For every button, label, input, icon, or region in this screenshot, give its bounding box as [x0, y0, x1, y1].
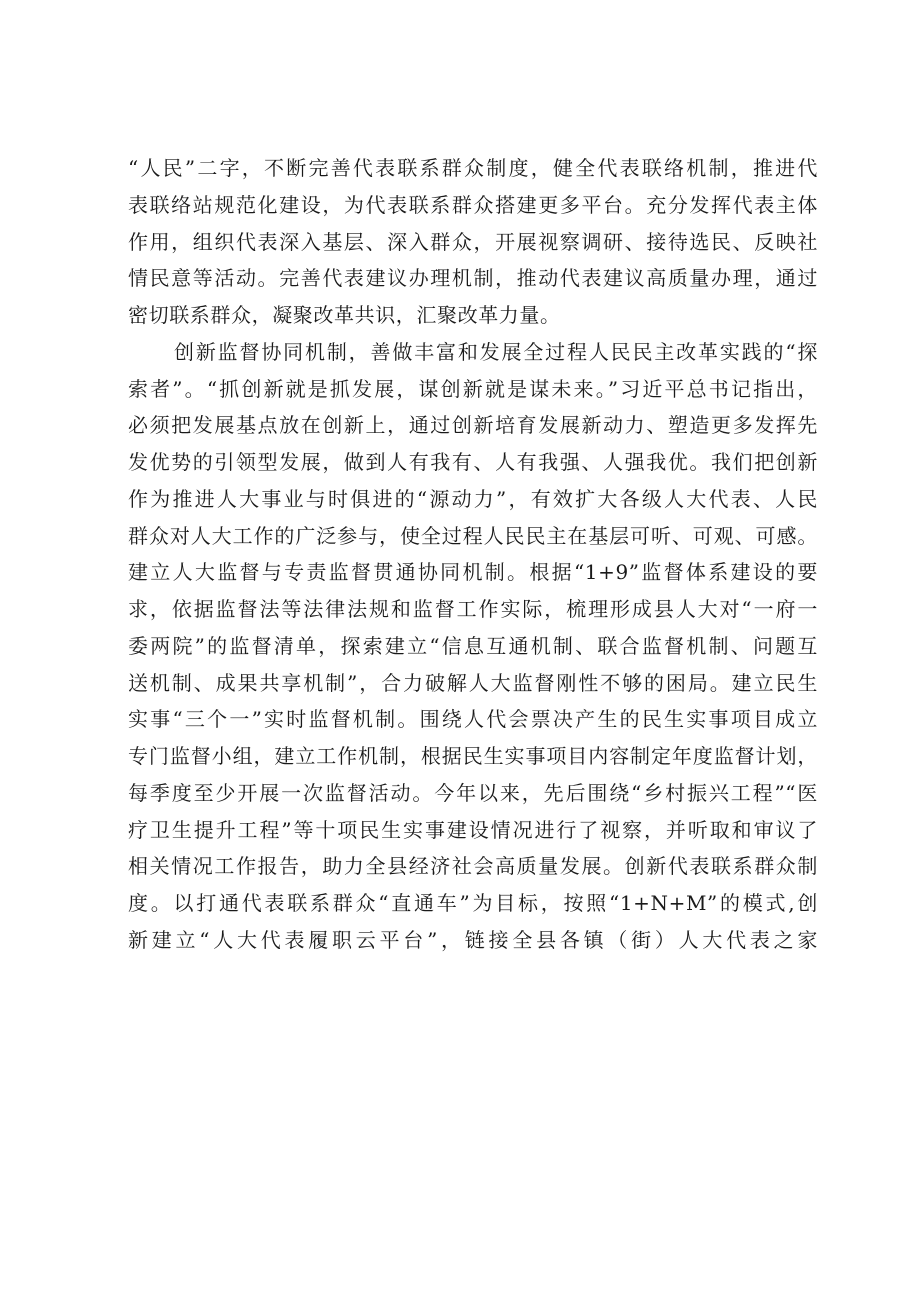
text-line: 疗卫生提升工程”等十项民生实事建设情况进行了视察，并听取和审议了	[128, 817, 818, 842]
text-line: 群众对人大工作的广泛参与，使全过程人民民主在基层可听、可观、可感。	[128, 523, 818, 548]
text-line: 求，依据监督法等法律法规和监督工作实际，梳理形成县人大对“一府一	[128, 597, 818, 621]
text-line: 委两院”的监督清单，探索建立“信息互通机制、联合监督机制、问题互	[128, 633, 818, 658]
paragraph-first-line: 创新监督协同机制，善做丰富和发展全过程人民民主改革实践的“探	[174, 339, 818, 364]
text-line: 发优势的引领型发展，做到人有我有、人有我强、人强我优。我们把创新	[128, 450, 818, 474]
text-line: 必须把发展基点放在创新上，通过创新培育发展新动力、塑造更多发挥先	[128, 413, 818, 438]
text-line: 表联络站规范化建设，为代表联系群众搭建更多平台。充分发挥代表主体	[128, 192, 818, 217]
body-text	[128, 150, 818, 995]
text-line: 送机制、成果共享机制”，合力破解人大监督刚性不够的困局。建立民生	[128, 670, 818, 695]
text-line: 相关情况工作报告，助力全县经济社会高质量发展。创新代表联系群众制	[128, 854, 818, 879]
text-line: 作用，组织代表深入基层、深入群众，开展视察调研、接待选民、反映社	[128, 229, 818, 254]
text-line: “人民”二字，不断完善代表联系群众制度，健全代表联络机制，推进代	[128, 156, 818, 180]
text-line: 密切联系群众，凝聚改革共识，汇聚改革力量。	[128, 303, 561, 327]
text-line	[128, 959, 818, 996]
text-line: 每季度至少开展一次监督活动。今年以来，先后围绕“乡村振兴工程”“医	[128, 780, 818, 805]
text-line: 作为推进人大事业与时俱进的“源动力”，有效扩大各级人大代表、人民	[128, 486, 818, 511]
text-line: 新建立“人大代表履职云平台”，链接全县各镇（街）人大代表之家	[128, 927, 818, 952]
text-line: 建立人大监督与专责监督贯通协同机制。根据“1+9”监督体系建设的要	[128, 560, 818, 585]
text-line: 专门监督小组，建立工作机制，根据民生实事项目内容制定年度监督计划，	[128, 744, 818, 768]
text-line: 度。以打通代表联系群众“直通车”为目标，按照“1+N+M”的模式,创	[128, 891, 818, 915]
text-line: 实事“三个一”实时监督机制。围绕人代会票决产生的民生实事项目成立	[128, 707, 818, 732]
text-line: 索者”。“抓创新就是抓发展，谋创新就是谋未来。”习近平总书记指出，	[128, 376, 818, 401]
text-line: 情民意等活动。完善代表建议办理机制，推动代表建议高质量办理，通过	[128, 266, 818, 291]
